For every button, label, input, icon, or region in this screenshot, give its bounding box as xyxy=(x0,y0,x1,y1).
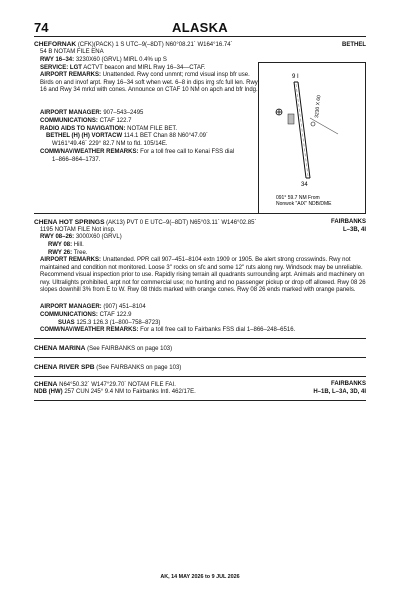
manager-line xyxy=(40,110,143,118)
vortac-text: 114.1 BET Chan 88 N60°47.09´ xyxy=(123,133,209,139)
ndb-line xyxy=(34,389,196,397)
airport-remarks-label: AIRPORT REMARKS: xyxy=(40,72,101,78)
navwx-label: COMM/NAV/WEATHER REMARKS: xyxy=(40,327,139,333)
navwx-text: For a toll free call to Fairbanks FSS dial 1–866–248–6516. xyxy=(140,327,296,333)
comm-label: COMMUNICATIONS: xyxy=(40,118,98,124)
navwx-line xyxy=(40,149,234,157)
manager-phone: (907) 451–8104 xyxy=(103,304,146,310)
manager-label: AIRPORT MANAGER: xyxy=(40,110,102,116)
navaid-location: N64°50.32´ W147°29.70´ NOTAM FILE FAI. xyxy=(59,382,176,388)
runway-08-text: Hill. xyxy=(73,242,84,248)
runway-label: RWY 16–34: xyxy=(40,57,75,63)
region-label: FAIRBANKS xyxy=(330,381,366,387)
navwx-text: For a toll free call to Kenai FSS dial xyxy=(140,149,235,155)
airport-ids: (CFK)(PACK) xyxy=(77,42,114,48)
airport-name: CHENA HOT SPRINGS xyxy=(34,219,105,226)
airport-remarks xyxy=(40,72,258,95)
ndb-text: 257 CUN 245° 9.4 NM to Fairbanks Intl. 462/17E. xyxy=(64,389,196,395)
suas-text: 125.3 126.3 (1–800–758–8723) xyxy=(76,320,161,326)
runway-line xyxy=(40,57,167,65)
service-lgt: LGT xyxy=(69,65,82,71)
runway-08-line xyxy=(48,242,84,250)
airport-remarks xyxy=(40,257,366,295)
airport-location: 1 S UTC–9(–8DT) N60°08.21´ W164°16.74´ xyxy=(115,42,233,48)
page-footer: AK, 14 MAY 2026 to 9 JUL 2026 xyxy=(160,574,240,580)
header-rule xyxy=(34,36,366,37)
section-rule xyxy=(34,338,366,339)
runway-end-bottom: 34 xyxy=(301,182,308,188)
ctaf-text: CTAF 122.7 xyxy=(99,118,132,124)
chart-label: H–1B, L–3A, 3D, 4I xyxy=(313,389,366,395)
navwx-label: COMM/NAV/WEATHER REMARKS: xyxy=(40,149,139,155)
manager-label: AIRPORT MANAGER: xyxy=(40,304,102,310)
diagram-note-1: 091° 59.7 NM From xyxy=(276,195,320,201)
cross-reference: (See FAIRBANKS on page 103) xyxy=(87,346,173,352)
navwx-line2: 1–866–864–1737. xyxy=(52,157,101,163)
runway-text: 3000X60 (GRVL) xyxy=(75,234,122,240)
radio-text: NOTAM FILE BET. xyxy=(127,126,178,132)
state-title: ALASKA xyxy=(172,20,228,35)
region-label: BETHEL xyxy=(342,42,366,48)
page-number: 74 xyxy=(34,20,49,35)
airport-remarks-label: AIRPORT REMARKS: xyxy=(40,257,101,263)
windsock-symbol xyxy=(311,122,315,126)
section-rule xyxy=(34,357,366,358)
ctaf-text: CTAF 122.9 xyxy=(99,312,132,318)
airport-remarks-text: Unattended. Rwy cond unmnt; rcmd visual insp bfr use. Birds on and invof arpt. Rwy 16–34 soft when wet. 6–8 in dips irrg sfc full len. Rwy 16 and Rwy 34 mrkd with cones. Announce on CTAF 10 NM on apch and bfr lndg. xyxy=(40,72,258,94)
airport-name: CHEFORNAK xyxy=(34,41,77,48)
runway-08-label: RWY 08: xyxy=(48,242,73,248)
comm-line xyxy=(40,312,131,320)
diagram-frame xyxy=(259,63,366,214)
airport-ids: (AK13) PVT xyxy=(106,220,139,226)
ndb-label: NDB (HW) xyxy=(34,389,63,395)
vortac-line2: W161°49.46´ 229° 82.7 NM to fld. 105/14E. xyxy=(52,141,168,147)
navwx-line xyxy=(40,327,295,335)
comm-line xyxy=(40,118,131,126)
chart-label: L–3B, 4I xyxy=(342,227,366,233)
diagram-note-2: Nonwok "AIX" NDB/DME xyxy=(276,201,332,207)
manager-phone: 907–543–2495 xyxy=(103,110,144,116)
airport-name: CHENA MARINA xyxy=(34,345,86,352)
airport-diagram xyxy=(258,62,366,214)
vortac-line xyxy=(46,133,208,141)
apron xyxy=(288,114,294,124)
airport-location: 0 E UTC–9(–8DT) N65°03.11´ W146°02.85´ xyxy=(139,220,257,226)
vortac-label: BETHEL (H) (H) VORTACW xyxy=(46,133,123,139)
section-rule xyxy=(34,213,366,214)
airport-remarks-text: Unattended. PPR call 907–451–8104 extn 1909 or 1905. Be alert strong crosswinds. Rwy not maintained and condition not monitored. Loose 3" rocks on sfc and some 12" ruts along rwy. Windsock may be unreliable. Recommend visual inspection prior to use. Rapidly rising terrain all quadrants surrounding arpt. Animals and machinery on rwy. Ultralights prohibited, arpt not for commercial use; no hunting and no passenger pickup or drop off allowed. Rwy 08 26 slopes downhill 3% from E to W. Rwy 08 thlds marked with orange cones. Rwy 08 26 ends marked with orange panels. xyxy=(40,257,366,294)
radio-label: RADIO AIDS TO NAVIGATION: xyxy=(40,126,126,132)
manager-line xyxy=(40,304,146,312)
section-rule xyxy=(34,376,366,377)
section-rule xyxy=(34,400,366,401)
elevation-line: 54 B NOTAM FILE ENA xyxy=(40,49,104,55)
runway-end-top: 9 I xyxy=(292,74,299,80)
runway-label: RWY 08–26: xyxy=(40,234,75,240)
suas-label: SUAS xyxy=(58,320,75,326)
runway-26-text: Tree. xyxy=(73,250,88,256)
comm-label: COMMUNICATIONS: xyxy=(40,312,98,318)
service-text: ACTVT beacon and MIRL Rwy 16–34—CTAF. xyxy=(83,65,206,71)
runway-line xyxy=(40,234,122,242)
elevation-line: 1195 NOTAM FILE Not insp. xyxy=(40,227,116,233)
chena-river-line xyxy=(34,364,181,373)
cross-reference: (See FAIRBANKS on page 103) xyxy=(96,365,182,371)
service-label: SERVICE: xyxy=(40,65,69,71)
chena-marina-line xyxy=(34,345,172,354)
airport-name: CHENA RIVER SPB xyxy=(34,364,95,371)
runway-dimensions: 3230 X 60 xyxy=(314,94,323,119)
navaid-name: CHENA xyxy=(34,381,58,388)
runway-text: 3230X60 (GRVL) MIRL 0.4% up S xyxy=(75,57,167,63)
region-label: FAIRBANKS xyxy=(330,219,366,225)
runway-26-label: RWY 26: xyxy=(48,250,73,256)
